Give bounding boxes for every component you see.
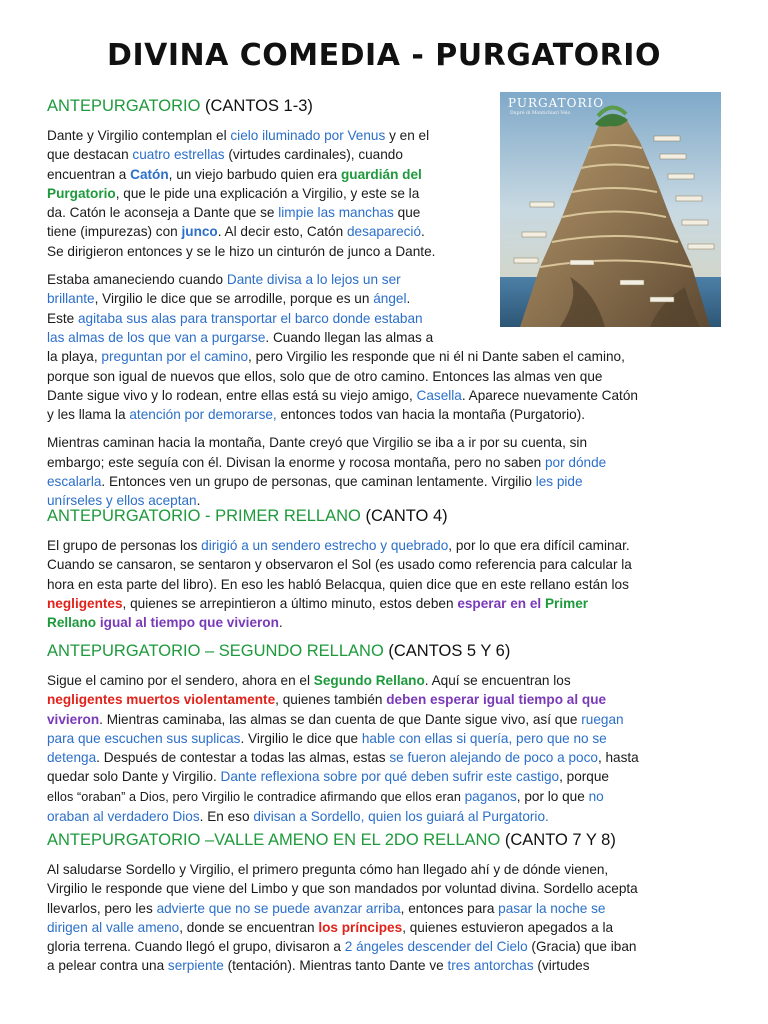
paragraph xyxy=(47,536,715,632)
highlighted-text: guardián del xyxy=(340,166,422,182)
highlighted-text: cuatro estrellas xyxy=(132,147,225,163)
text-run: (Gracia) que iban xyxy=(527,939,637,955)
paragraph xyxy=(47,126,497,261)
highlighted-text: Segundo Rellano xyxy=(313,673,425,688)
highlighted-text: agitaba sus alas para transportar el barco donde estaban xyxy=(77,310,423,326)
text-run: , quienes estuvieron apegados a la xyxy=(402,919,614,935)
text-run: gloria terrena. Cuando llegó el grupo, divisaron a xyxy=(47,939,345,955)
figure-title: PURGATORIO xyxy=(508,96,605,110)
highlighted-text: desapareció xyxy=(346,224,422,240)
text-run: . xyxy=(278,615,283,631)
highlighted-text: vivieron xyxy=(47,711,100,727)
section-heading xyxy=(47,640,715,662)
section-heading xyxy=(47,829,715,851)
section-segundo-rellano xyxy=(47,640,715,826)
heading-rest: (CANTOS 1-3) xyxy=(200,97,313,115)
section-antepurgatorio xyxy=(47,95,715,511)
highlighted-text: esperar en el xyxy=(457,595,542,611)
highlighted-text: escalarla xyxy=(47,474,102,490)
text-run: Virgilio le responde que viene del Limbo y que son mandados por voluntad divina. Sordello acepta xyxy=(47,881,638,897)
text-run: , hasta xyxy=(597,750,639,766)
text-run: llevarlos, pero les xyxy=(47,900,157,916)
highlighted-text: igual al tiempo que vivieron xyxy=(99,615,279,631)
text-run: quedar solo Dante y Virgilio. xyxy=(47,769,221,785)
text-run: El grupo de personas los xyxy=(47,538,202,553)
text-run: Al saludarse Sordello y Virgilio, el primero pregunta cómo han llegado ahí y de dónde vienen, xyxy=(47,862,609,877)
text-run: . Aquí se encuentran los xyxy=(424,673,571,688)
highlighted-text: detenga xyxy=(47,750,97,766)
text-run: , pero Virgilio les responde que ni él ni Dante saben el camino, xyxy=(248,349,625,365)
text-run: y les llama la xyxy=(47,407,130,423)
text-run: , entonces para xyxy=(400,900,499,916)
heading-green: ANTEPURGATORIO – SEGUNDO RELLANO xyxy=(47,642,384,660)
highlighted-text: 2 ángeles descender del Cielo xyxy=(344,939,528,955)
heading-rest: (CANTO 4) xyxy=(360,507,448,525)
text-run: , quienes se arrepintieron a último minuto, estos deben xyxy=(122,595,458,611)
highlighted-text: por dónde xyxy=(544,454,607,470)
text-run: Sigue el camino por el sendero, ahora en el xyxy=(47,673,314,688)
text-run: Dante sigue vivo y lo rodean, entre ellas está su viejo amigo, xyxy=(47,387,417,403)
text-run: hora en esta parte del libro). En eso les habló Belacqua, quien dice que en este rellano están los xyxy=(47,576,629,592)
text-run: , un viejo barbudo quien era xyxy=(168,166,341,182)
text-run: a pelear contra una xyxy=(47,958,168,974)
text-run: . Entonces ven un grupo de personas, que caminan lentamente. Virgilio xyxy=(101,474,536,490)
text-run: (virtudes cardinales), cuando xyxy=(224,147,403,163)
text-run: Se dirigieron entonces y se le hizo un cinturón de junco a Dante. xyxy=(47,243,436,259)
highlighted-text: pasar la noche se xyxy=(498,900,606,916)
text-run: entonces todos van hacia la montaña (Purgatorio). xyxy=(276,407,586,423)
text-run: que destacan xyxy=(47,147,133,163)
text-run: , donde se encuentran xyxy=(179,919,319,935)
highlighted-text: limpie las manchas xyxy=(278,205,394,221)
text-run: Dante y Virgilio contemplan el xyxy=(47,128,231,143)
text-run: y en el xyxy=(385,128,430,143)
text-run: , por lo que era difícil caminar. xyxy=(448,538,630,553)
highlighted-text: ellos “oraban” a Dios, pero Virgilio le contradice afirmando que ellos eran xyxy=(47,789,465,804)
highlighted-text: paganos xyxy=(464,788,517,804)
highlighted-text: negligentes xyxy=(47,595,123,611)
text-run: Este xyxy=(47,310,78,326)
highlighted-text: divisan a Sordello, quien los guiará al Purgatorio. xyxy=(253,809,549,825)
text-run: Estaba amaneciendo cuando xyxy=(47,272,227,288)
page-title: DIVINA COMEDIA - PURGATORIO xyxy=(107,38,661,73)
text-run: . Después de contestar a todas las almas, estas xyxy=(96,750,390,766)
text-run: . Cuando llegan las almas a xyxy=(265,329,434,345)
highlighted-text: advierte que no se puede avanzar arriba xyxy=(156,900,401,916)
highlighted-text: los príncipes xyxy=(318,919,403,935)
text-run: . xyxy=(196,493,201,509)
highlighted-text: hable con ellas si quería, pero que no se xyxy=(361,730,607,746)
section-heading xyxy=(47,95,715,117)
heading-green: ANTEPURGATORIO - PRIMER RELLANO xyxy=(47,507,361,525)
highlighted-text: Purgatorio xyxy=(47,185,116,201)
highlighted-text: brillante xyxy=(47,291,95,307)
highlighted-text: las almas de los que van a purgarse xyxy=(47,329,266,345)
text-run: la playa, xyxy=(47,349,102,365)
heading-green: ANTEPURGATORIO –VALLE AMENO EN EL 2DO RELLANO xyxy=(47,831,501,849)
highlighted-text: Casella xyxy=(416,387,462,403)
highlighted-text: Catón xyxy=(130,166,169,182)
text-run: . Al decir esto, Catón xyxy=(217,224,347,240)
figure-subtitle: Dupré di Montichiari Velo xyxy=(510,111,571,116)
text-run: (tentación). Mientras tanto Dante ve xyxy=(223,958,448,974)
text-run: , quienes también xyxy=(275,692,387,708)
text-run: porque son igual de nuevos que ellos, solo que de otro camino. Entonces las almas ven que xyxy=(47,368,603,384)
section-heading xyxy=(47,505,715,527)
text-run: , porque xyxy=(559,769,609,785)
highlighted-text: atención por demorarse, xyxy=(129,407,277,423)
highlighted-text: deben esperar igual tiempo al que xyxy=(386,692,607,708)
highlighted-text: dirigen al valle ameno xyxy=(47,919,180,935)
highlighted-text: no xyxy=(588,788,604,804)
highlighted-text: unírseles y ellos aceptan xyxy=(47,493,197,509)
highlighted-text: Dante divisa a lo lejos un ser xyxy=(226,272,401,288)
text-run: embargo; este seguía con él. Divisan la enorme y rocosa montaña, pero no saben xyxy=(47,454,545,470)
highlighted-text: ruegan xyxy=(581,711,624,727)
heading-rest: (CANTO 7 Y 8) xyxy=(500,831,616,849)
text-run: (virtudes xyxy=(533,958,590,974)
highlighted-text: para que escuchen sus suplicas xyxy=(47,730,241,746)
text-run: , que le pide una explicación a Virgilio, y este se la xyxy=(115,185,420,201)
highlighted-text: serpiente xyxy=(167,958,224,974)
section-primer-rellano xyxy=(47,505,715,632)
heading-rest: (CANTOS 5 Y 6) xyxy=(383,642,511,660)
highlighted-text: les pide xyxy=(535,474,583,490)
paragraph xyxy=(47,270,715,424)
paragraph xyxy=(47,671,715,826)
highlighted-text: preguntan por el camino xyxy=(101,349,249,365)
highlighted-text: cielo iluminado por Venus xyxy=(230,128,386,143)
text-run: . En eso xyxy=(199,809,254,825)
text-run: . xyxy=(406,291,411,307)
text-run: . Virgilio le dice que xyxy=(240,730,362,746)
highlighted-text: Rellano xyxy=(47,615,97,631)
text-run: Mientras caminan hacia la montaña, Dante creyó que Virgilio se iba a ir por su cuenta, sin xyxy=(47,435,588,451)
paragraph xyxy=(47,860,715,976)
highlighted-text: dirigió a un sendero estrecho y quebrado xyxy=(201,538,449,553)
highlighted-text: Dante reflexiona sobre por qué deben sufrir este castigo xyxy=(220,769,560,785)
text-run: , por lo que xyxy=(516,788,589,804)
highlighted-text: negligentes muertos violentamente xyxy=(47,692,276,708)
highlighted-text: se fueron alejando de poco a poco xyxy=(389,750,598,766)
text-run: da. Catón le aconseja a Dante que se xyxy=(47,205,279,221)
text-run: . Aparece nuevamente Catón xyxy=(461,387,638,403)
heading-green: ANTEPURGATORIO xyxy=(47,97,201,115)
section-valle-ameno xyxy=(47,829,715,976)
text-run: encuentran a xyxy=(47,166,131,182)
text-run: Cuando se cansaron, se sentaron y observaron el Sol (es usado como referencia para calcular la xyxy=(47,557,632,573)
text-run: . Mientras caminaba, las almas se dan cuenta de que Dante sigue vivo, así que xyxy=(99,711,582,727)
highlighted-text: junco xyxy=(181,224,218,240)
highlighted-text: tres antorchas xyxy=(447,958,534,974)
text-run: . xyxy=(421,224,425,240)
text-run: , Virgilio le dice que se arrodille, porque es un xyxy=(94,291,374,307)
highlighted-text: oraban al verdadero Dios xyxy=(47,809,200,825)
paragraph xyxy=(47,433,715,510)
highlighted-text: ángel xyxy=(373,291,407,307)
highlighted-text: Primer xyxy=(544,595,589,611)
text-run: que xyxy=(393,205,421,221)
text-run: tiene (impurezas) con xyxy=(47,224,182,240)
